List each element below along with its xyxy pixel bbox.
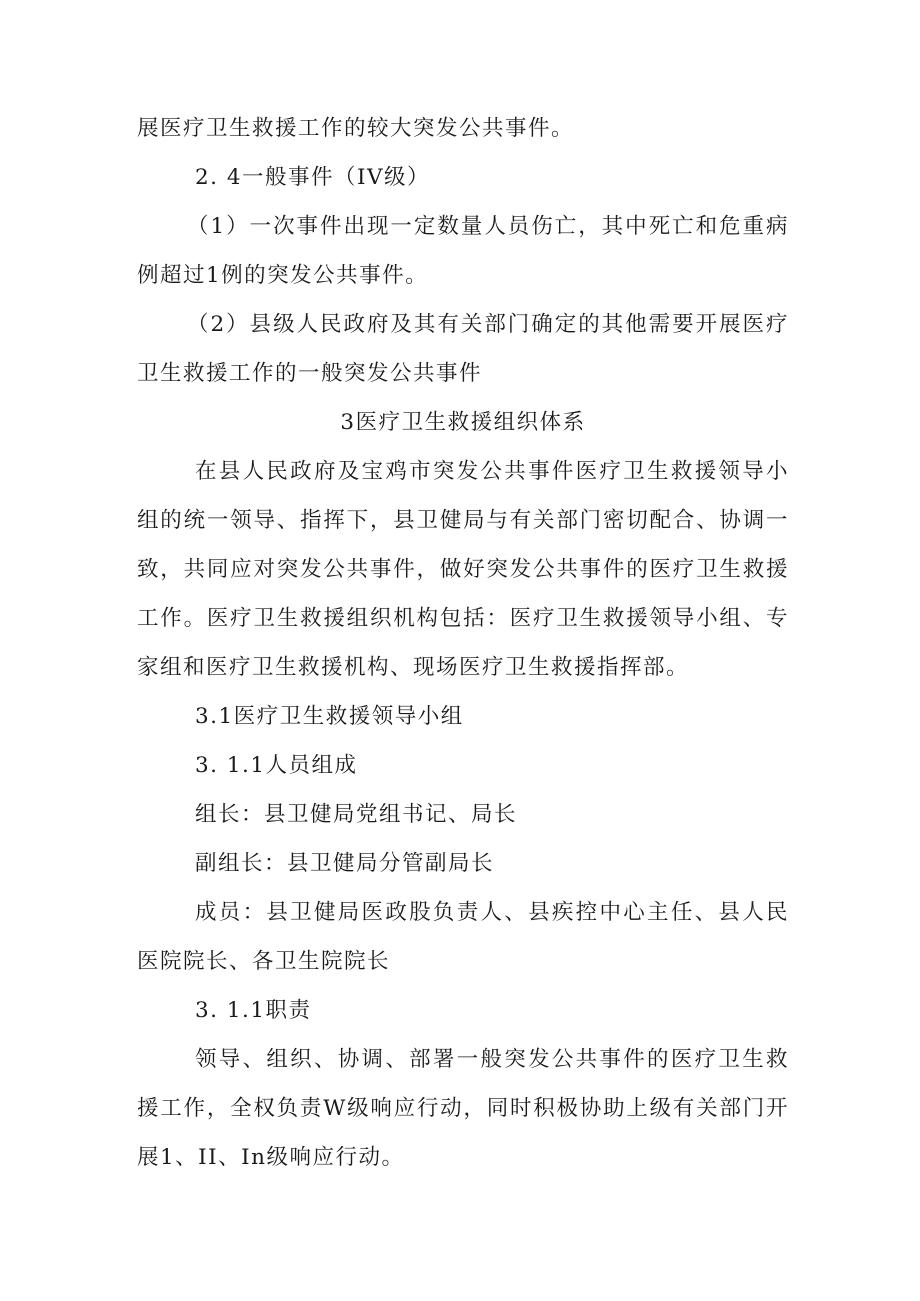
paragraph-duties: 领导、组织、协调、部署一般突发公共事件的医疗卫生救援工作，全权负责W级响应行动，同时积极协助上级有关部门开展1、II、In级响应行动。: [137, 1047, 789, 1170]
section-heading-3-1-1: 3. 1.1人员组成: [195, 753, 358, 778]
chapter-heading-3: 3医疗卫生救援组织体系: [340, 410, 586, 435]
list-item-2: （2）县级人民政府及其有关部门确定的其他需要开展医疗卫生救援工作的一般突发公共事件: [137, 312, 789, 386]
list-item-1: （1）一次事件出现一定数量人员伤亡，其中死亡和危重病例超过1例的突发公共事件。: [137, 214, 789, 288]
paragraph-deputy-leader: 副组长：县卫健局分管副局长: [195, 851, 495, 876]
section-heading-2-4: 2. 4一般事件（IV级）: [195, 165, 431, 190]
paragraph-organization: 在县人民政府及宝鸡市突发公共事件医疗卫生救援领导小组的统一领导、指挥下，县卫健局与有关部门密切配合、协调一致，共同应对突发公共事件，做好突发公共事件的医疗卫生救援工作。医疗卫生救援组织机构包括：医疗卫生救援领导小组、专家组和医疗卫生救援机构、现场医疗卫生救援指挥部。: [137, 459, 789, 680]
paragraph-continuation: 展医疗卫生救援工作的较大突发公共事件。: [137, 116, 575, 141]
paragraph-leader: 组长：县卫健局党组书记、局长: [195, 802, 518, 827]
section-heading-duties: 3. 1.1职责: [195, 998, 312, 1023]
paragraph-members: 成员：县卫健局医政股负责人、县疾控中心主任、县人民医院院长、各卫生院院长: [137, 900, 789, 974]
section-heading-3-1: 3.1医疗卫生救援领导小组: [195, 704, 464, 729]
document-body: [137, 104, 789, 1182]
